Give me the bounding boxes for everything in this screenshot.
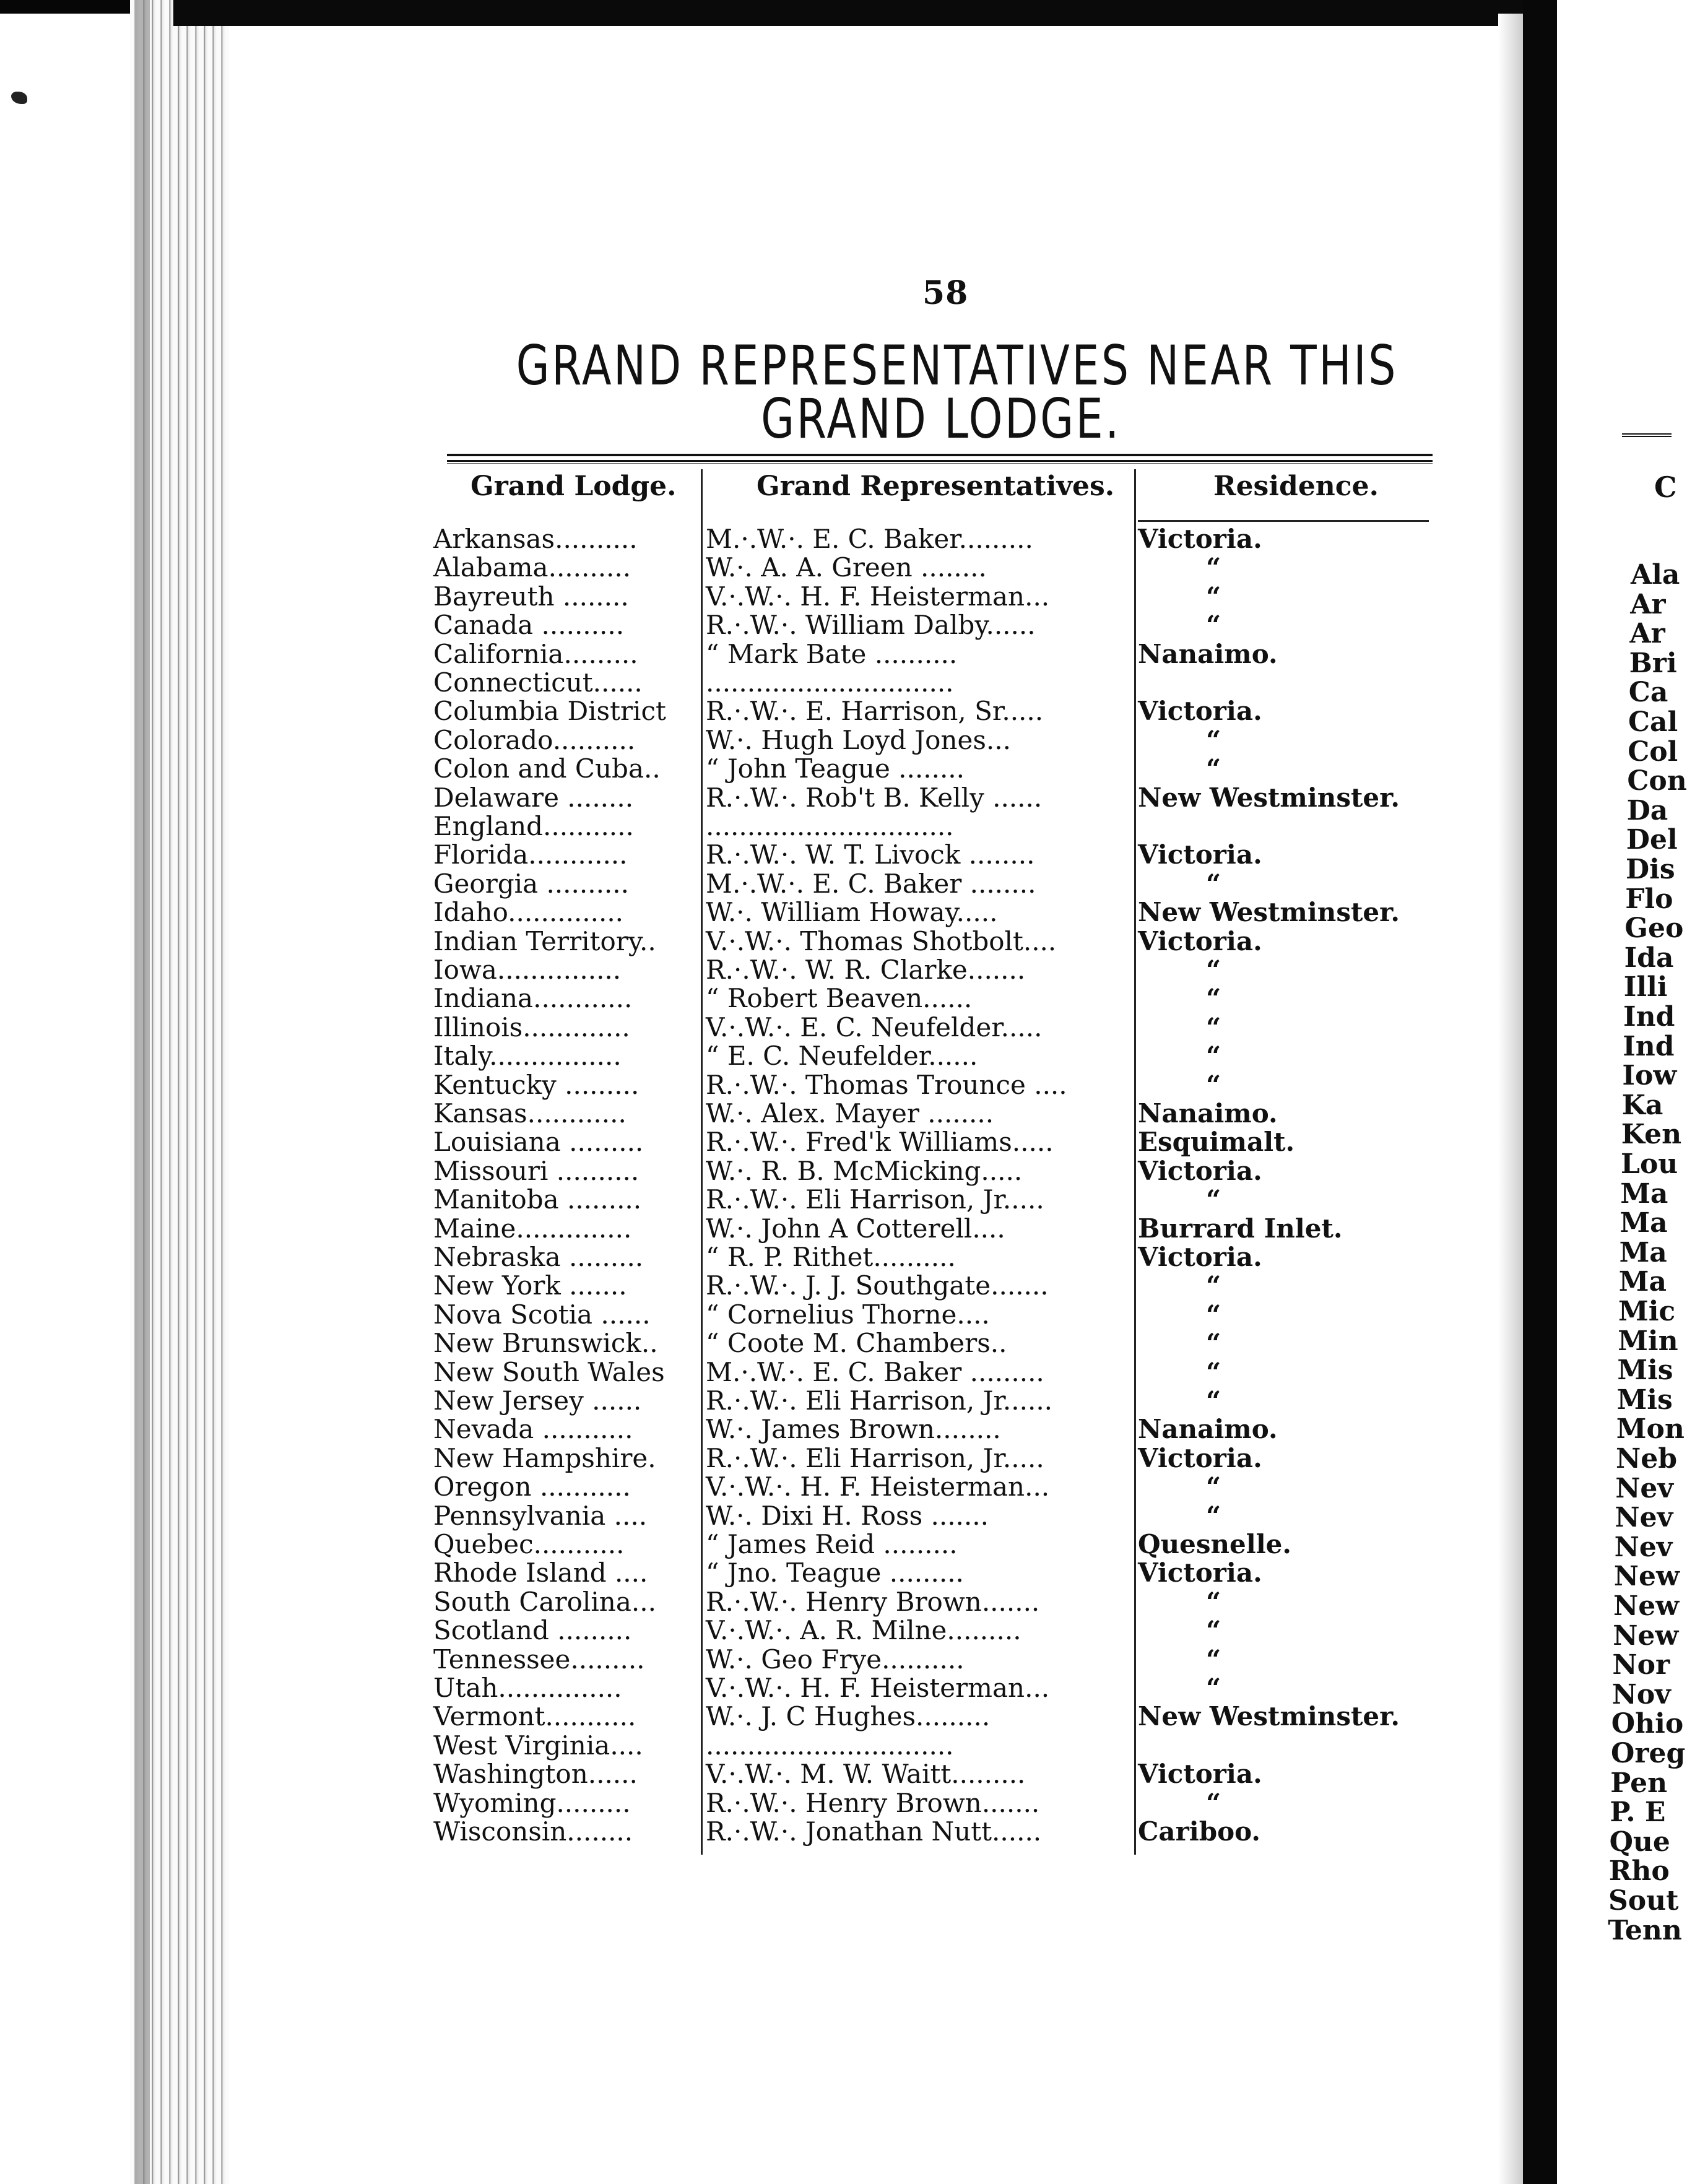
facing-page-fragment: P. E: [1610, 1796, 1666, 1829]
facing-page-fragment: Ida: [1624, 942, 1674, 974]
grand-representative-cell: W.·. J. C Hughes.........: [706, 1701, 991, 1732]
grand-lodge-cell: Colorado..........: [433, 724, 636, 755]
grand-representative-cell: V.·.W.·. H. F. Heisterman...: [706, 1673, 1050, 1703]
grand-lodge-cell: Maine..............: [433, 1213, 632, 1244]
table-row: [0, 1329, 1486, 1358]
grand-lodge-cell: South Carolina...: [433, 1586, 656, 1617]
residence-cell: Nanaimo.: [1138, 1414, 1278, 1445]
facing-page-fragment: Sout: [1608, 1885, 1679, 1917]
table-row: [0, 1387, 1486, 1415]
title-line-2: GRAND LODGE.: [761, 387, 1121, 451]
title-rule-middle: [447, 460, 1433, 462]
grand-lodge-cell: Nevada ...........: [433, 1414, 633, 1445]
facing-page-fragment: Nov: [1611, 1678, 1671, 1710]
grand-representative-cell: “ E. C. Neufelder......: [706, 1041, 978, 1072]
grand-lodge-cell: Tennessee.........: [433, 1644, 645, 1675]
residence-cell: Victoria.: [1138, 1242, 1262, 1272]
table-row: [0, 1559, 1486, 1587]
table-row: [0, 1502, 1486, 1530]
grand-representative-cell: M.·.W.·. E. C. Baker ........: [706, 868, 1036, 899]
residence-cell: Victoria.: [1138, 1155, 1262, 1186]
table-row: [0, 1702, 1486, 1731]
grand-lodge-cell: Italy................: [433, 1041, 622, 1072]
facing-page-fragment: New: [1613, 1561, 1680, 1593]
residence-cell: “: [1206, 1471, 1221, 1502]
grand-representative-cell: R.·.W.·. Thomas Trounce ....: [706, 1069, 1067, 1100]
facing-page-fragment: Ar: [1630, 588, 1666, 620]
grand-representative-cell: W.·. A. A. Green ........: [706, 552, 987, 583]
grand-representative-cell: W.·. Geo Frye..........: [706, 1644, 965, 1675]
grand-representative-cell: V.·.W.·. M. W. Waitt.........: [706, 1759, 1026, 1790]
facing-page-fragment: New: [1613, 1590, 1680, 1622]
grand-lodge-cell: Connecticut......: [433, 667, 643, 698]
facing-page-fragment: Del: [1626, 824, 1678, 856]
table-row: [0, 812, 1486, 841]
grand-lodge-cell: New York .......: [433, 1270, 627, 1301]
grand-lodge-cell: New Brunswick..: [433, 1328, 658, 1359]
facing-page-fragment: Pen: [1610, 1767, 1668, 1799]
residence-cell: New Westminster.: [1138, 1701, 1400, 1732]
grand-lodge-cell: Arkansas..........: [433, 524, 638, 554]
facing-page-fragment: Ind: [1623, 1030, 1675, 1062]
table-row: [0, 1215, 1486, 1243]
residence-cell: “: [1206, 581, 1221, 612]
grand-lodge-cell: Washington......: [433, 1759, 638, 1790]
table-row: [0, 956, 1486, 984]
column-header-residence: Residence.: [1213, 470, 1379, 502]
residence-cell: “: [1206, 1041, 1221, 1072]
table-row: [0, 1789, 1486, 1818]
title-line-1: GRAND REPRESENTATIVES NEAR THIS: [516, 334, 1398, 397]
table-row: [0, 1243, 1486, 1272]
grand-lodge-cell: New Hampshire.: [433, 1442, 656, 1473]
facing-page-fragment: Nev: [1615, 1502, 1673, 1534]
grand-representative-cell: V.·.W.·. H. F. Heisterman...: [706, 581, 1050, 612]
facing-page-fragment: Ma: [1618, 1266, 1667, 1298]
grand-representative-cell: ..............................: [706, 1730, 954, 1761]
grand-representative-cell: R.·.W.·. W. R. Clarke.......: [706, 955, 1026, 985]
facing-page-fragment: Illi: [1623, 971, 1668, 1003]
facing-page-fragment: Ar: [1629, 618, 1665, 650]
grand-lodge-cell: Wisconsin........: [433, 1816, 633, 1847]
grand-lodge-cell: Utah...............: [433, 1673, 622, 1703]
grand-representative-cell: M.·.W.·. E. C. Baker.........: [706, 524, 1033, 554]
facing-page-fragment: Ma: [1620, 1177, 1668, 1210]
residence-cell: “: [1206, 1184, 1221, 1215]
facing-page-fragment: Oreg: [1611, 1738, 1686, 1769]
facing-page-fragment: Cal: [1628, 706, 1678, 738]
facing-page-fragment: Rho: [1608, 1855, 1670, 1887]
facing-page-fragment: Bri: [1629, 647, 1677, 679]
table-row: [0, 669, 1486, 697]
grand-lodge-cell: Illinois.............: [433, 1012, 630, 1042]
table-row: [0, 1674, 1486, 1702]
grand-representative-cell: R.·.W.·. Henry Brown.......: [706, 1586, 1040, 1617]
residence-cell: Victoria.: [1138, 925, 1262, 956]
facing-page-fragment: Mon: [1616, 1413, 1685, 1445]
table-row: [0, 1818, 1486, 1846]
residence-cell: Burrard Inlet.: [1138, 1213, 1343, 1244]
grand-lodge-cell: Indiana............: [433, 983, 633, 1014]
facing-page-fragment: Dis: [1626, 854, 1675, 885]
residence-cell: Victoria.: [1138, 1759, 1262, 1790]
facing-page-fragment: Ka: [1621, 1089, 1663, 1121]
facing-page-fragment: Ohio: [1611, 1708, 1684, 1740]
residence-cell: Victoria.: [1138, 1442, 1262, 1473]
residence-cell: “: [1206, 1644, 1221, 1675]
grand-lodge-cell: Indian Territory..: [433, 925, 656, 956]
table-row: [0, 1530, 1486, 1559]
residence-cell: Victoria.: [1138, 839, 1262, 870]
facing-page-fragment: Que: [1609, 1826, 1670, 1858]
grand-representative-cell: W.·. Hugh Loyd Jones...: [706, 724, 1011, 755]
grand-lodge-cell: Bayreuth ........: [433, 581, 629, 612]
grand-lodge-cell: Wyoming.........: [433, 1787, 631, 1818]
grand-lodge-cell: Idaho..............: [433, 897, 624, 928]
table-row: [0, 1157, 1486, 1185]
table-row: [0, 841, 1486, 869]
facing-page-heading: C: [1654, 470, 1677, 504]
residence-cell: New Westminster.: [1138, 897, 1400, 928]
table-row: [0, 1473, 1486, 1501]
title-rule-top: [447, 454, 1433, 456]
residence-cell: “: [1206, 1586, 1221, 1617]
table-row: [0, 755, 1486, 783]
grand-lodge-cell: Delaware ........: [433, 782, 634, 813]
residence-cell: Victoria.: [1138, 1558, 1262, 1588]
residence-cell: Quesnelle.: [1138, 1529, 1292, 1559]
residence-cell: “: [1206, 753, 1221, 784]
facing-page-fragment: Nev: [1615, 1472, 1673, 1504]
grand-representative-cell: R.·.W.·. Henry Brown.......: [706, 1787, 1040, 1818]
facing-page-fragment: Ma: [1619, 1236, 1667, 1268]
table-row: [0, 697, 1486, 726]
grand-representative-cell: R.·.W.·. Eli Harrison, Jr.....: [706, 1184, 1044, 1215]
facing-page-fragment: Ind: [1623, 1001, 1675, 1033]
residence-cell: Victoria.: [1138, 696, 1262, 727]
facing-page-fragment: Flo: [1625, 883, 1673, 915]
table-row: [0, 1731, 1486, 1760]
residence-cell: “: [1206, 1299, 1221, 1330]
facing-page-fragment: Nor: [1612, 1649, 1670, 1681]
facing-page-fragment: Mic: [1618, 1296, 1676, 1327]
table-row: [0, 1185, 1486, 1214]
residence-cell: “: [1206, 1069, 1221, 1100]
table-row: [0, 1042, 1486, 1070]
residence-cell: “: [1206, 1270, 1221, 1301]
grand-representative-cell: “ James Reid .........: [706, 1529, 958, 1559]
grand-representative-cell: W.·. R. B. McMicking.....: [706, 1155, 1023, 1186]
grand-representative-cell: “ Coote M. Chambers..: [706, 1328, 1007, 1359]
facing-page-fragment: Neb: [1616, 1443, 1677, 1475]
table-row: [0, 1071, 1486, 1099]
table-row: [0, 1588, 1486, 1616]
grand-lodge-cell: West Virginia....: [433, 1730, 643, 1761]
scan-top-shadow: [173, 0, 1535, 26]
table-row: [0, 1760, 1486, 1788]
residence-cell: “: [1206, 1356, 1221, 1387]
residence-cell: New Westminster.: [1138, 782, 1400, 813]
facing-page-fragment: Ala: [1631, 559, 1680, 591]
grand-representative-cell: W.·. John A Cotterell....: [706, 1213, 1005, 1244]
table-row: [0, 984, 1486, 1013]
facing-page-fragment: Con: [1627, 765, 1687, 797]
grand-representative-cell: W.·. William Howay.....: [706, 897, 998, 928]
page-title: [516, 334, 1398, 451]
table-row: [0, 611, 1486, 639]
grand-representative-cell: ..............................: [706, 667, 954, 698]
residence-cell: “: [1206, 1385, 1221, 1416]
table-row: [0, 640, 1486, 669]
grand-representative-cell: V.·.W.·. Thomas Shotbolt....: [706, 925, 1057, 956]
grand-representative-cell: “ John Teague ........: [706, 753, 965, 784]
table-row: [0, 1099, 1486, 1128]
grand-lodge-cell: Kentucky .........: [433, 1069, 640, 1100]
table-row: [0, 1013, 1486, 1042]
residence-cell: “: [1206, 1615, 1221, 1646]
table-row: [0, 1272, 1486, 1300]
grand-representative-cell: ..............................: [706, 811, 954, 841]
residence-cell: “: [1206, 610, 1221, 641]
grand-representative-cell: R.·.W.·. Rob't B. Kelly ......: [706, 782, 1043, 813]
facing-page-fragment: Da: [1626, 794, 1668, 826]
facing-page-fragment: Ca: [1628, 677, 1668, 709]
page-number: 58: [922, 274, 969, 312]
grand-representative-cell: “ Cornelius Thorne....: [706, 1299, 990, 1330]
residence-cell: Nanaimo.: [1138, 638, 1278, 669]
grand-lodge-cell: Colon and Cuba..: [433, 753, 661, 784]
grand-representative-cell: R.·.W.·. William Dalby......: [706, 610, 1036, 641]
facing-page-fragment: Geo: [1624, 912, 1684, 945]
grand-representative-cell: V.·.W.·. E. C. Neufelder.....: [706, 1012, 1043, 1042]
table-row: [0, 1301, 1486, 1329]
grand-lodge-cell: Quebec...........: [433, 1529, 625, 1559]
facing-page-fragment: Col: [1628, 735, 1678, 768]
grand-lodge-cell: Missouri ..........: [433, 1155, 640, 1186]
residence-cell: “: [1206, 724, 1221, 755]
grand-representative-cell: “ Mark Bate ..........: [706, 638, 958, 669]
grand-representative-cell: R.·.W.·. W. T. Livock ........: [706, 839, 1035, 870]
grand-representative-cell: W.·. James Brown........: [706, 1414, 1001, 1445]
grand-lodge-cell: New Jersey ......: [433, 1385, 642, 1416]
grand-lodge-cell: Oregon ...........: [433, 1471, 631, 1502]
residence-cell: Cariboo.: [1138, 1816, 1261, 1847]
residence-cell: “: [1206, 1673, 1221, 1703]
grand-representative-cell: R.·.W.·. E. Harrison, Sr.....: [706, 696, 1044, 727]
residence-cell: “: [1206, 868, 1221, 899]
table-row: [0, 1444, 1486, 1473]
grand-lodge-cell: Iowa...............: [433, 955, 622, 985]
grand-representative-cell: R.·.W.·. J. J. Southgate.......: [706, 1270, 1049, 1301]
grand-representative-cell: M.·.W.·. E. C. Baker .........: [706, 1356, 1044, 1387]
facing-page-fragment: Ken: [1621, 1119, 1682, 1151]
residence-cell: Victoria.: [1138, 524, 1262, 554]
residence-cell: “: [1206, 1500, 1221, 1531]
grand-lodge-cell: Nebraska .........: [433, 1242, 644, 1272]
grand-lodge-cell: Scotland .........: [433, 1615, 632, 1646]
table-row: [0, 1415, 1486, 1444]
table-row: [0, 583, 1486, 611]
table-row: [0, 784, 1486, 812]
grand-lodge-cell: Vermont...........: [433, 1701, 636, 1732]
grand-lodge-cell: Canada ..........: [433, 610, 625, 641]
grand-lodge-cell: England...........: [433, 811, 634, 841]
grand-lodge-cell: Louisiana .........: [433, 1127, 644, 1158]
table-row: [0, 726, 1486, 755]
grand-representative-cell: W.·. Alex. Mayer ........: [706, 1098, 994, 1129]
grand-lodge-cell: Nova Scotia ......: [433, 1299, 651, 1330]
residence-cell: “: [1206, 983, 1221, 1014]
residence-cell: “: [1206, 1328, 1221, 1359]
scan-speck: [11, 92, 27, 104]
facing-page-fragment: New: [1613, 1619, 1679, 1652]
facing-page-fragment: Mis: [1617, 1354, 1673, 1387]
grand-lodge-cell: Pennsylvania ....: [433, 1500, 648, 1531]
grand-lodge-cell: Manitoba .........: [433, 1184, 642, 1215]
facing-page-fragment: Lou: [1621, 1148, 1678, 1180]
grand-representative-cell: V.·.W.·. H. F. Heisterman...: [706, 1471, 1050, 1502]
table-row: [0, 1128, 1486, 1156]
grand-representative-cell: V.·.W.·. A. R. Milne.........: [706, 1615, 1021, 1646]
table-row: [0, 525, 1486, 553]
residence-cell: “: [1206, 955, 1221, 985]
grand-representative-cell: R.·.W.·. Jonathan Nutt......: [706, 1816, 1042, 1847]
grand-lodge-cell: Kansas............: [433, 1098, 627, 1129]
grand-representative-cell: “ Robert Beaven......: [706, 983, 973, 1014]
table-row: [0, 1358, 1486, 1387]
grand-representative-cell: “ R. P. Rithet..........: [706, 1242, 956, 1272]
residence-cell: Nanaimo.: [1138, 1098, 1278, 1129]
column-header-grand-representatives: Grand Representatives.: [757, 470, 1115, 502]
facing-page-fragment: Min: [1618, 1325, 1678, 1357]
grand-lodge-cell: Georgia ..........: [433, 868, 629, 899]
residence-header-rule: [1138, 520, 1429, 522]
table-row: [0, 1645, 1486, 1674]
grand-representative-cell: W.·. Dixi H. Ross .......: [706, 1500, 989, 1531]
table-row: [0, 1616, 1486, 1645]
grand-lodge-cell: Florida............: [433, 839, 628, 870]
table-row: [0, 870, 1486, 898]
residence-cell: Esquimalt.: [1138, 1127, 1295, 1158]
grand-representative-cell: R.·.W.·. Eli Harrison, Jr......: [706, 1385, 1053, 1416]
facing-page-fragment: Mis: [1616, 1384, 1673, 1416]
facing-page-fragment: Nev: [1614, 1531, 1673, 1563]
grand-representative-cell: “ Jno. Teague .........: [706, 1558, 964, 1588]
grand-lodge-cell: Rhode Island ....: [433, 1558, 648, 1588]
table-row: [0, 898, 1486, 927]
title-rule-bottom: [447, 463, 1433, 464]
residence-cell: “: [1206, 1012, 1221, 1042]
facing-page-fragment: Iow: [1622, 1060, 1677, 1092]
grand-lodge-cell: Columbia District: [433, 696, 666, 727]
grand-lodge-cell: Alabama..........: [433, 552, 631, 583]
facing-page-fragment: Ma: [1620, 1207, 1668, 1239]
table-row: [0, 927, 1486, 956]
table-row: [0, 553, 1486, 582]
grand-lodge-cell: California.........: [433, 638, 638, 669]
facing-page-rule: [1622, 433, 1672, 437]
facing-page-fragment: Tenn: [1608, 1914, 1682, 1946]
grand-representative-cell: R.·.W.·. Eli Harrison, Jr.....: [706, 1442, 1044, 1473]
grand-representative-cell: R.·.W.·. Fred'k Williams.....: [706, 1127, 1054, 1158]
residence-cell: “: [1206, 552, 1221, 583]
column-header-grand-lodge: Grand Lodge.: [471, 470, 677, 502]
grand-lodge-cell: New South Wales: [433, 1356, 665, 1387]
residence-cell: “: [1206, 1787, 1221, 1818]
